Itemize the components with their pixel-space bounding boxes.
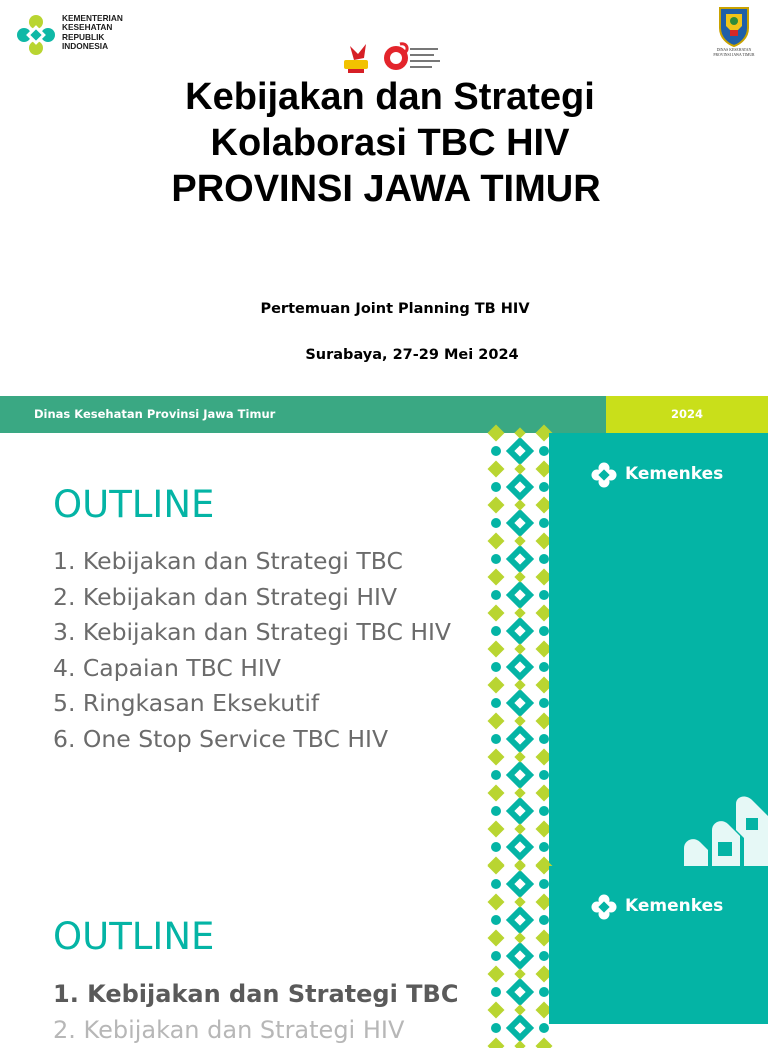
logo-text-line: KEMENTERIAN bbox=[62, 13, 123, 23]
outline-list bbox=[53, 977, 458, 1048]
outline-item: 2. Kebijakan dan Strategi HIV bbox=[53, 1015, 405, 1044]
batik-motif bbox=[488, 930, 553, 971]
batik-motif bbox=[488, 713, 553, 754]
place-and-date: Surabaya, 27-29 Mei 2024 bbox=[305, 347, 519, 363]
batik-motif bbox=[488, 425, 553, 466]
kemenkes-logo-text bbox=[62, 14, 142, 51]
outline-list bbox=[53, 544, 451, 758]
batik-motif bbox=[488, 785, 553, 826]
footer-organization: Dinas Kesehatan Provinsi Jawa Timur bbox=[34, 407, 276, 421]
outline-item: 2. Kebijakan dan Strategi HIV bbox=[53, 582, 398, 611]
emblem-caption bbox=[706, 48, 762, 57]
kemenkes-logo bbox=[10, 8, 130, 62]
kemenkes-emblem-icon bbox=[10, 8, 62, 62]
logo-text-line: KESEHATAN bbox=[62, 22, 113, 33]
footer-bar bbox=[0, 396, 606, 433]
caption-line: PROVINSI JAWA TIMUR bbox=[713, 52, 755, 57]
brand-name: Kemenkes bbox=[625, 896, 724, 916]
batik-motif bbox=[488, 1002, 553, 1043]
batik-motif bbox=[488, 966, 553, 1007]
batik-pattern-icon bbox=[490, 433, 550, 866]
kemenkes-flower-icon bbox=[589, 460, 619, 490]
batik-motif bbox=[488, 858, 553, 899]
outline-slide bbox=[0, 433, 768, 866]
outline-heading: OUTLINE bbox=[53, 915, 215, 958]
outline-item: 4. Capaian TBC HIV bbox=[53, 653, 281, 682]
corner-decoration-icon bbox=[684, 796, 768, 866]
slide-title bbox=[90, 74, 690, 212]
meeting-name: Pertemuan Joint Planning TB HIV bbox=[260, 301, 530, 317]
title-line: Kolaborasi TBC HIV bbox=[210, 122, 570, 164]
footer-year-block bbox=[606, 396, 768, 433]
logo-text-line: REPUBLIK bbox=[62, 31, 105, 42]
teal-panel bbox=[549, 866, 768, 1024]
batik-motif bbox=[488, 749, 553, 790]
outline-item-active: 1. Kebijakan dan Strategi TBC bbox=[53, 980, 459, 1008]
jawa-timur-emblem bbox=[706, 4, 762, 62]
batik-motif bbox=[488, 821, 553, 862]
logo-text-line: INDONESIA bbox=[62, 40, 109, 51]
teal-panel bbox=[549, 433, 768, 866]
footer-year: 2024 bbox=[670, 407, 703, 421]
batik-motif bbox=[488, 461, 553, 502]
batik-motif bbox=[488, 497, 553, 538]
outline-item: 1. Kebijakan dan Strategi TBC bbox=[53, 547, 403, 575]
batik-motif bbox=[488, 533, 553, 574]
batik-motif bbox=[488, 894, 553, 935]
title-slide bbox=[0, 0, 768, 433]
batik-motif bbox=[488, 677, 553, 718]
brand-name: Kemenkes bbox=[625, 464, 724, 484]
kemenkes-flower-icon bbox=[589, 892, 619, 922]
batik-motif bbox=[488, 569, 553, 610]
outline-heading: OUTLINE bbox=[53, 483, 215, 526]
batik-motif bbox=[488, 605, 553, 646]
outline-item: 3. Kebijakan dan Strategi TBC HIV bbox=[53, 618, 452, 647]
outline-slide-partial bbox=[0, 866, 768, 1044]
outline-item: 5. Ringkasan Eksekutif bbox=[53, 689, 320, 718]
caption-line: DINAS KESEHATAN bbox=[716, 48, 752, 52]
jawa-timur-shield-icon bbox=[706, 4, 762, 48]
outline-item: 6. One Stop Service TBC HIV bbox=[53, 724, 389, 753]
batik-pattern-icon bbox=[490, 866, 550, 1024]
title-line: Kebijakan dan Strategi bbox=[185, 76, 595, 118]
batik-motif bbox=[488, 641, 553, 682]
title-line: PROVINSI JAWA TIMUR bbox=[171, 168, 601, 210]
